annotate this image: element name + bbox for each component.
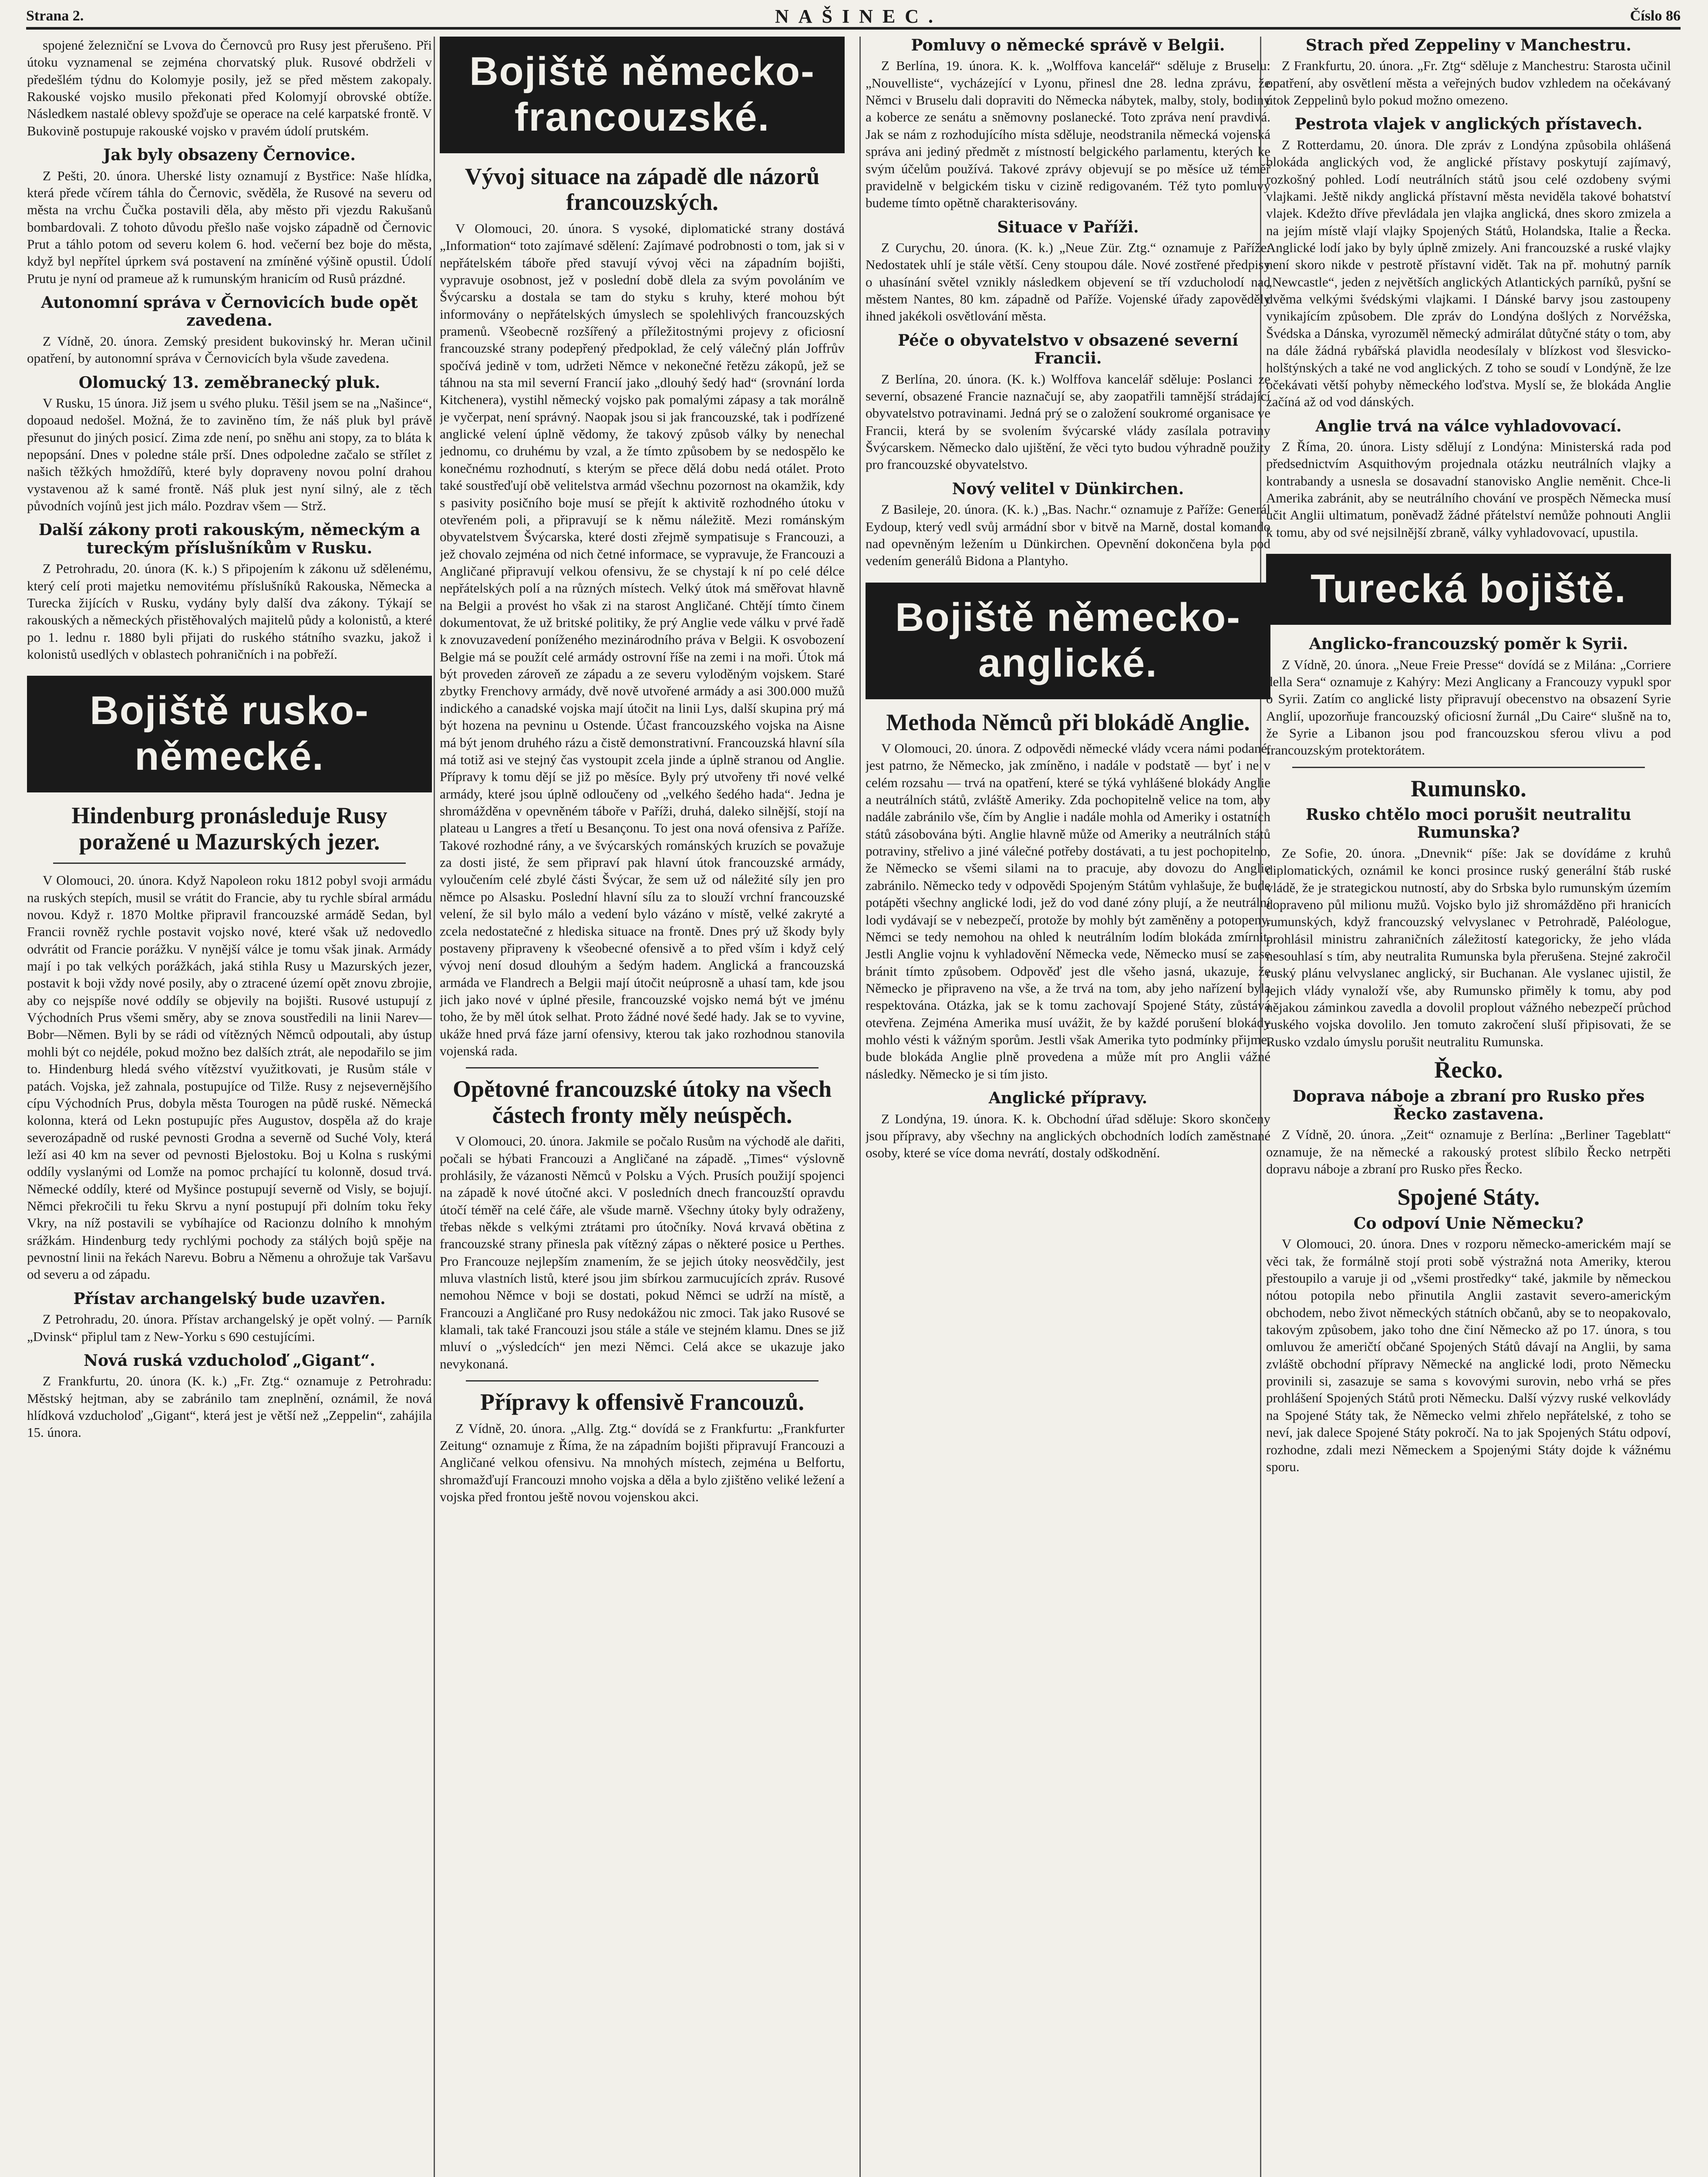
article-body: Z Rotterdamu, 20. února. Dle zpráv z Londýna způsobila ohlášená blokáda anglických vod, že anglické přístavy poskytují zajímavý, rozkošný pohled. Lodí neutrálních států jsou celé ozdobeny svými vlajkami. Ještě nikdy anglická přístavní města neviděla takové bohatství vlajek. Kdežto dříve převládala jen vlajka anglická, dnes skoro zmizela a na jejím místě vlají vlajky Spojených Států, Holandska, Italie a Řecka. Anglické lodí jako by byly úplně zmizely. Ani francouzské a ruské vlajky není skoro nikde v pestrotě přístavní vidět. Tak na př. mohutný parník „Newcastle“, jeden z největších anglických Atlantických parníků, pyšní se dvěma velkými švédskými vlajkami. I Dánské barvy jsou zastoupeny vynikajícím způsobem. Dle zpráv do Londýna došlých z Norvéžska, Švédska a Dánska, vyrozuměl německý admirálat důtyčné státy o tom, aby na dále žádná rybářská plavidla neodesílaly v blízkost vod šlesvicko-holštýnských a také ne vod anglických. Z toho se soudí v Londýně, že lze očekávati větší pohyby německého loďstva. Myslí se, že blokáda Anglie začíná až od vod dánských. [1266, 137, 1671, 410]
article-heading: Strach před Zeppeliny v Manchestru. [1305, 37, 1632, 54]
article-heading: Další zákony proti rakouským, německým a tureckým příslušníkům v Rusku. [38, 521, 421, 557]
divider [466, 1067, 819, 1068]
article-body: Z Berlína, 20. února. (K. k.) Wolffova kancelář sděluje: Poslanci ze severní, obsazené Francie naznačují se, aby zaopatřili tamnější strádající obyvatelstvo potravinami. Jedná prý se o založení soukromé organisace ve Francii, která by se svolením švýcarské vlády zasílala potraviny Švýcarskem. Německo dalo ujištění, že věci tyto budou výhradně použity pro francouzské obyvatelstvo. [866, 371, 1270, 472]
article-body: Z Basileje, 20. února. (K. k.) „Bas. Nachr.“ oznamuje z Paříže: Generál Eydoup, který vedl svůj armádní sbor v bitvě na Marně, dostal komando nad opevněným ležením u Dünkirchen. Opevnění dokončena byla pod vedením generálů Bidona a Plantyho. [866, 502, 1270, 569]
article-body: Ze Sofie, 20. února. „Dnevnik“ píše: Jak se dovídáme z kruhů diplomatických, oznámil ke konci prosince ruský generální štáb ruské vládě, že je strategickou nutností, aby do Srbska bylo rumunským územím dopraveno půl milionu mužů. Vojsko bylo již shromážděno při hranicích rumunských, když francouzský velvyslanec v Petrohradě, Paléologue, prohlásil ministru zahraničních záležitostí kategoricky, že jeho vláda nesouhlasí s tím, aby neutralita Rumunska byla přerušena. Stejné zakročil ruský plánu velvyslanec anglický, sir Buchanan. Ale vyslanec ujistil, že jejich vlády vynaloží vše, aby Rumunsko přiměly k tomu, aby pod nějakou záminkou zavedla a dovolil proplout vážného nebezpečí průchod ruského vojska dovolilo. Jen tomuto zakročení sluší připisovati, že se Rusko vzdalo úmyslu porušit neutralitu Rumunska. [1266, 845, 1671, 1049]
article-heading: Jak byly obsazeny Černovice. [103, 146, 356, 165]
section-banner: Bojiště německo-francouzské. [440, 37, 845, 153]
page-number: Strana 2. [26, 8, 84, 24]
section-banner: Bojiště rusko-německé. [27, 676, 432, 792]
article-heading: Anglicko-francouzský poměr k Syrii. [1309, 635, 1628, 654]
article-body: Z Vídně, 20. února. „Allg. Ztg.“ dovídá se z Frankfurtu: „Frankfurter Zeitung“ oznamuje z Říma, že na západním bojišti připravují Francouzi a Angličané velkou ofensivu. Na mnohých místech, zejména u Belfortu, shromažďují Francouzi mnoho vojska a děla a bylo zjištěno veliké ležení a vojska před frontou ještě novou vojenskou akci. [440, 1420, 845, 1505]
article-body: V Olomouci, 20. února. Z odpovědi německé vlády vcera námi podané, jest patrno, že Německo, jak zmíněno, i nadále v podstatě — byť i ne v celém rozsahu — trvá na opatření, které se týká vyhlášené blokády Anglie a neutrálních států, zvláště Ameriky. Zda pochopitelně velice na tom, aby nadále zabránilo vše, čím by Anglie i nadále mohla od Ameriky i ostatních států zásobována býti. Anglie hlavně může od Ameriky a neutrálních států potraviny, střelivo a jiné válečné potřeby dostávati, a tu jest pochopitelno, že Německo se všemi silami na to pracuje, aby dovozu do Anglie zabránilo. Německo tedy v odpovědi Spojeným Státům vyhlašuje, že bude potápěti všechny anglické lodi, jež do vod dané zóny plují, a že neutrální lodi vydávají se v nebezpečí, protože by mohly být zaměněny a potopeny. Němci se tedy nemohou na ohled k neutrálním lodím blokáda zmírnit. Jestli Anglie vojnu k vyhladovění Německa vede, Německo musí se zase bránit tímto způsobem. Odpověď jest dle všeho jasná, ukazuje, že Německo je připraveno na vše, a že trvá na tom, aby jeho nařízení byla respektována. Otázka, jak se k tomu zachovají Spojené Státy, zůstává otevřena. Zejména Amerika musí uvážit, že by každé porušení blokády mohlo vésti k vážným sporům. Jestli však Amerika tyto podmínky přijme, bude blokáda Anglie plně provedena a může mít pro Anglii vážné následky. Německo je si tím jisto. [866, 740, 1270, 1082]
article-heading: Anglie trvá na válce vyhladovovací. [1315, 417, 1622, 435]
article-heading: Co odpoví Unie Německu? [1353, 1214, 1584, 1233]
divider [466, 1380, 819, 1382]
section-heading: Rumunsko. [1411, 775, 1526, 802]
section-banner: Turecká bojiště. [1266, 554, 1671, 625]
article-body: Z Vídně, 20. února. „Zeit“ oznamuje z Berlína: „Berliner Tageblatt“ oznamuje, že na německé a rakouský protest slíbilo Řecko netrpěti dopravu náboje a zbraní pro Rusko přes Řecko. [1266, 1127, 1671, 1177]
column-divider [859, 37, 861, 2177]
article-body: V Olomouci, 20. února. Když Napoleon roku 1812 pobyl svoji armádu na ruských stepích, musil se vrátit do Francie, aby tu rychle sbíral armádu novou. Když r. 1870 Moltke připravil francouzské armádě Sedan, byl Francii rovněž rychle postavit vojsko nové, které však už nedovedlo odvrátit od Francie porážku. V nynější válce je tomu však jinak. Armády mají i po tak velkých porážkách, jaká stihla Rusy u Mazurských jezer, postavit k boji vždy nové posily, aby o ztracené území opět znovu zbrojie, aby co nejspíše nové oddíly se objevily na bojišti. Rusové ustupují z Východních Prus všemi směry, aby se znova soustředili na linii Narev—Bobr—Němen. Byli by se rádi od vítězných Němců odpoutali, aby ústup mohli být co nejdéle, pokud možno bez dalších ztrát, ale nepodařilo se jim to. Hindenburg hledá svého vítězství využitkovati, je Rusům stále v patách. Vojska, jež zahnala, postupujíce od Tilže. Rusy z nejsevernějšího cípu Východních Prus, dobyla města Tourogen na půdě ruské. Německá kolonna, která od Lekn postupujíc přes Augustov, dospěla až do kraje severozápadně od ruské pevnosti Grodna a severně od Suché Voly, která leží asi 40 km na sever od pevnosti Bjelostoku. Boj u Kolna s ruskými oddíly vyslanými od Lomže na pomoc prchající tu kolonně, dosud trvá. Německé oddíly, které od Myšince postupují severně od Visly, se bojují. Němci překročili tu řeku Skrvu a nyní postupují při dolním toku řeky Vkry, na níž postavili se vybíhajíce od Racionzu dolního k mnohým srážkám. Hindenburg tedy rychlými pochody za stálých bojů spěje na pevnostní linii na řekách Narevu. Bobru a Němenu a ohrožuje tak Varšavu od severu a od západu. [27, 873, 432, 1282]
article-heading: Rusko chtělo moci porušit neutralitu Rumunska? [1306, 805, 1631, 842]
article-heading: Doprava náboje a zbraní pro Rusko přes Řecko zastavena. [1292, 1087, 1645, 1123]
article-heading: Anglické přípravy. [988, 1089, 1148, 1108]
section-heading: Spojené Státy. [1397, 1184, 1540, 1210]
article-body: Z Vídně, 20. února. Zemský president bukovinský hr. Meran učinil opatření, by autonomní správa v Černovicích byla všude zavedena. [27, 333, 432, 366]
column-3 [866, 37, 1270, 2177]
article-heading: Péče o obyvatelstvo v obsazené severní Francii. [898, 331, 1238, 368]
masthead [26, 8, 1681, 30]
article-body: Z Berlína, 19. února. K. k. „Wolffova kancelář“ sděluje z Bruselu: „Nouvelliste“, vycházející v Lyonu, přinesl dne 28. ledna zprávu, že Němci v Bruselu dali dopraviti do Německa nábytek, malby, stoly, bodiny a koberce ze senátu a sněmovny poslanecké. Toto zpráva není pravdivá. Jak se nám z rozhodujícího místa sděluje, neodstranila německá vojenská správa ani jediný předmět z místností belgického parlamentu, kterých ke svým účelům používá. Takové zprávy objevují se po měsíce už téměř pravidelně v belgickém tisku v cizině redigovaném. Též tyto pomluvy budeme tímto opětně charakterisovány. [866, 58, 1270, 211]
headline: Methoda Němců při blokádě Anglie. [886, 709, 1250, 735]
article-continuation: spojené železniční se Lvova do Černovců pro Rusy jest přerušeno. Při útoku vyznamenal se zejména chorvatský pluk. Rusové obdrželi v předešlém týdnu do Kolomyje posily, jež se před městem zakopaly. Rakouské vojsko musilo překonati před Kolomyjí obrovské obtíže. Následkem nastalé oblevy spožďuje se operace na celé karpatské frontě. V Bukovině postupuje rakouské vojsko v pravém údolí prutském. [27, 37, 432, 138]
article-heading: Nový velitel v Dünkirchen. [952, 479, 1184, 498]
newspaper-title: NAŠINEC. [775, 6, 943, 27]
headline: Hindenburg pronásleduje Rusy poražené u Mazurských jezer. [71, 802, 387, 855]
column-2 [440, 37, 845, 2177]
article-body: Z Petrohradu, 20. února. Přístav archangelský je opět volný. — Parník „Dvinsk“ připlul tam z New-Yorku s 690 cestujícími. [27, 1311, 432, 1344]
article-body: Z Frankfurtu, 20. února. „Fr. Ztg“ sděluje z Manchestru: Starosta učinil opatření, aby osvětlení města a veřejných budov vzhledem na očekávaný útok Zeppelinů bylo pokud možno omezeno. [1266, 58, 1671, 108]
article-heading: Autonomní správa v Černovicích bude opět zavedena. [41, 293, 418, 330]
article-body: Z Petrohradu, 20. února (K. k.) S připojením k zákonu už sdělenému, který celí proti majetku nemovitému příslušníků Rakouska, Německa a Turecka žijících v Rusku, vydány byly další dva zákony. Týkají se rakouských a německých přistěhovalých majitelů půdy a kolonistů, a které po 1. lednu r. 1880 byli přijati do ruského státního svazku, jakož i kolonistů usedlých v oblastech pohraničních i na pobřeží. [27, 561, 432, 662]
column-1 [27, 37, 432, 2177]
article-heading: Nová ruská vzducholoď „Gigant“. [84, 1351, 375, 1370]
article-heading: Pomluvy o německé správě v Belgii. [911, 37, 1225, 54]
column-divider [434, 37, 435, 2177]
article-heading: Přístav archangelský bude uzavřen. [73, 1289, 386, 1308]
article-heading: Olomucký 13. zeměbranecký pluk. [78, 373, 381, 392]
divider [1292, 767, 1645, 768]
article-body: V Olomouci, 20. února. S vysoké, diplomatické strany dostává „Information“ toto zajímavé sdělení: Zajímavé podrobnosti o tom, jak si v nepřátelském táboře před stavují vývoj věci na západním bojišti, vypravuje osobnost, jež v poslední době dlela za svým povoláním ve Švýcarsku a dostala se tam do styku s kruhy, které mohou být informovány o nepřátelských úmyslech se spolehlivých francouzských pramenů. Všeobecně rozšířený a příležitostnými projevy z oficiosní francouzské strany podepřený předpoklad, že celý válečný plán Joffrův spočívá jedině v tom, udržeti Němce v nekonečné řetězu zákopů, jež se táhnou na sta mil severní Francií jako „dlouhý šedý had“ (srovnání lorda Kitchenera), vystihl německý vojsko pak pomalými zápasy a tak morálně je vyčerpat, není správný. Naopak jsou si jak francouzské, tak i podřízené anglické velení úplně vědomy, že takový způsob války by nenechal jednomu, co druhému by vzal, a že tímto způsobem by se nedospělo ke konečnému rozhodnutí, s kterým se přece dělá dobu nedá otálet. Proto také soustřeďují obě velitelstva armád všechnu pozornost na okamžik, kdy s pasivity posičního boje musí se přejít k aktivitě rozhodného útoku v otevřeném poli, a připravují se k němu náležitě. Mezi románským obyvatelstvem Švýcarska, které dosti zřejmě sympatisuje s Francouzi, a jež chovalo zejména od nich četné informace, se vypravuje, že Francouzi a Angličané připravují velkou ofensivu, že se chystají k ní po celé délce nepřátelských polí a na různých místech. Velký útok má směřovat hlavně na Belgii a provést ho však zi na starost Angličané. Chtějí tímto činem dokumentovat, že už britské politiky, že prý Anglie vede válku v prvé řadě k znovuzavedení poníženého mezinárodního práva v Belgii. K osvobození Belgie má se použít celé armády ostrovní říše na zemi i na moři. Útok má být proveden zároveň ze západu a ze severu vyloděným vojskem. Staré zbytky Frenchovy armády, dvě nově utvořené armády a asi 300.000 mužů indického a canadské vojska mají útočit na linii Lys, další skupina prý má být hozena na pevninu u Ostende. Účast francouzského vojska na Aisne má být jenom druhého rázu a čistě demonstrativní. Francouzská hlavní síla má totiž asi ve stejný čas vystoupit zcela jinde a úplně stranou od Anglie. Přípravy k tomu dějí se již po měsíce. Byly prý utvořeny tři nové velké armády, které jsou úplně odloučeny od „velkého šedého hada“. Jedna je shromážděna v opevněném táboře v Paříži, druhá, daleko silnější, stojí na plateau u Langres a třetí u Besançonu. To jest ona nová ofensiva z Paříže. Takové rozhodné rány, a ve švýcarských románských kruzích se považuje za dosti jisté, že sem připraví pak hlavní útok francouzské armády, vyloučením celé zbylé části Švýcar, že sem už od náležité síly jen pro němce po Alsasku. Poslední hlavní sílu za to slouží vrchní francouzské velení, že sil bylo málo a vedení bylo vázáno v místě, velké zakryté a zcela nedostatečné z hlediska situace na frontě. Dnes prý už škody byly postaveny připraveny k všeobecné ofensivě a to před vším i když celý vývoj není dosud dlouhým a šedým hadem. Anglická a francouzská armáda ve Flandrech a Belgii mají útočit neúprosně a uhasí tam, kde jsou jich jako nové v úplné přesile, francouzské vojsko nemá být ve jménu toho, že by měl útok selhat. Proto žádné nové šedé hady. Jak se to vyvine, ukáže hned prvá fáze jarní ofensivy, kterou tak jako rozhodnou stanovila vojenská rada. [440, 220, 845, 1059]
section-banner: Bojiště německo-anglické. [866, 583, 1270, 699]
headline: Vývoj situace na západě dle názorů francouzských. [465, 163, 820, 216]
article-body: Z Curychu, 20. února. (K. k.) „Neue Zür. Ztg.“ oznamuje z Paříže: Nedostatek uhlí je stále větší. Ceny stoupou dále. Nové zostřené předpisy o uhasínání světel vznikly následkem objevení se tří vzducholodí nad městem Nantes, 80 km. západně od Paříže. Vojenské úřady zapověděly ihned jakékoli osvětlování města. [866, 240, 1270, 324]
article-body: Z Pešti, 20. února. Uherské listy oznamují z Bystřice: Naše hlídka, která přede včírem táhla do Černovic, svěděla, že Rusové na severu od města na vrchu Čučka postavili děla, aby město při vjezdu Rakušanů bombardovali. Z tohoto důvodu přešlo naše vojsko západně od Černovic Prut a táhlo potom od severu kolem 6. hod. večerní bez boje do města, když byl nepřítel úprkem svá postavení na zmíněné výšině opustil. Údolí Prutu je nyní od prameue až k rumunským hranicím od Rusů prázdné. [27, 168, 432, 286]
article-heading: Situace v Paříži. [997, 218, 1139, 236]
divider [53, 863, 406, 864]
article-body: Z Frankfurtu, 20. února (K. k.) „Fr. Ztg.“ oznamuje z Petrohradu: Městský hejtman, aby se zabránilo tam zneplnění, oznámil, že nová hlídková vzducholoď „Gigant“, která jest je větší než „Zeppelin“, zahájila 15. února. [27, 1373, 432, 1440]
article-body: Z Vídně, 20. února. „Neue Freie Presse“ dovídá se z Milána: „Corriere della Sera“ oznamuje z Kahýry: Mezi Anglicany a Francouzy vypukl spor o Syrii. Zatím co anglické listy připravují obecenstvo na obsazení Syrie Anglií, upozorňuje francouzský oficiosní žurnál „Du Caire“ slušně na to, že Syrie a Libanon jsou pod francouzskou sferou vlivu a pod francouzským protektorátem. [1266, 657, 1671, 758]
article-heading: Pestrota vlajek v anglických přístavech. [1294, 115, 1643, 134]
column-4 [1266, 37, 1671, 2177]
article-body: V Olomouci, 20. února. Dnes v rozporu německo-americkém mají se věci tak, že formálně stojí proti sobě výstražná nota Ameriky, kterou přestoupilo a varuje ji od „všemi prostředky“ také, jakmile by německou nótou potopila nebo přinutila Anglii zastavit severo-americkým obchodem, nebo život německých státních občanů, aby se to neopakovalo, takovým způsobem, jako toho dne činí Německo až po 17. února, s tou omluvou že američtí občané Spojených Států dávají na Anglii, by sama zvláště obchodní přípravy Německé na anglické lodi, proto Německu provinili si, zasazuje se sama s kovovými surovin, nebo vrhá se přes prohlášení Spojených Států proti Německu. Další výzvy ruské velkovlády na Spojené Státy tak, že Německo velmi zhřelo nepřátelské, z toho se neví, jak dalece Spojené Státy pokročí. Na to jak Spojených Státu odpoví, rozhodne, zdali mezi Německem a Spojenými Státy dojde k vážnému sporu. [1266, 1236, 1671, 1474]
section-heading: Řecko. [1434, 1057, 1503, 1083]
article-body: Z Londýna, 19. února. K. k. Obchodní úřad sděluje: Skoro skončeny jsou přípravy, aby všechny na anglických obchodních lodích zaměstnané osoby, které se více doma nevrátí, dostaly odškodnění. [866, 1111, 1270, 1161]
issue-number: Číslo 86 [1630, 8, 1681, 24]
article-body: Z Říma, 20. února. Listy sdělují z Londýna: Ministerská rada pod předsednictvím Asquithovým projednala otázku neutrálních vlajky a kontrabandy a usnesla se dosavadní stanovisko Anglie neměnit. Chce-li Amerika zabránit, aby se neutrálního chování ve prospěch Německa musí učit Anglii ultimatum, poněvadž žádné přátelství nemůže pohnouti Anglii k tomu, aby od své nejsilnější zbraně, války vyhladovovací, upustila. [1266, 439, 1671, 540]
headline: Opětovné francouzské útoky na všech částech fronty měly neúspěch. [452, 1076, 832, 1128]
article-body: V Olomouci, 20. února. Jakmile se počalo Rusům na východě ale dařiti, počali se hýbati Francouzi a Angličané na západě. „Times“ výslovně prohlásily, že vázanosti Němců v Polsku a Vých. Prusích použijí spojenci na západě k nové útočné akci. V posledních dnech francouzští opravdu útočí téměř na celé čáře, ale všude marně. Všechny útoky byly odraženy, třebas někde s velkými ztrátami pro útočníky. Nová krvavá obětina z francouzské strany přinesla pak vítězný zápas o některé posice u Perthes. Pro Francouze nejlepším znamením, že se jejich útoky neosvědčily, jest mluva vlastních listů, které jsou jim sbírkou zarmucujících zpráv. Rusové nemohou Němce v boji se dostati, pokud Němci se udrží na místě, a Francouzi a Angličané pro Rusy nedokážou nic zmoci. Tak jako Rusové se klamali, tak také Francouzi jsou stále a stále ve stejném klamu. Dnes se již mluví o „výsledcích“ jen mezi Němci. Celá akce se ukazuje jako nevykonaná. [440, 1133, 845, 1372]
headline: Přípravy k offensivě Francouzů. [480, 1389, 804, 1415]
article-body: V Rusku, 15 února. Již jsem u svého pluku. Těšil jsem se na „Našince“, dopoaud nedošel. Možná, že to zaviněno tím, že náš pluk byl právě přesunut do jiných posicí. Zima zde není, po sněhu ani stopy, za to bláta k nepopsání. Dnes v poledne stále prší. Dnes odpoledne začalo se střílet z našich těžkých hmoždířů, které byly dopraveny novou polní drahou vystavenou až k samé frontě. Náš pluk jest nyní silný, ale z těch původních vojínů jest jich málo. Pozdrav všem — Strž. [27, 395, 432, 514]
